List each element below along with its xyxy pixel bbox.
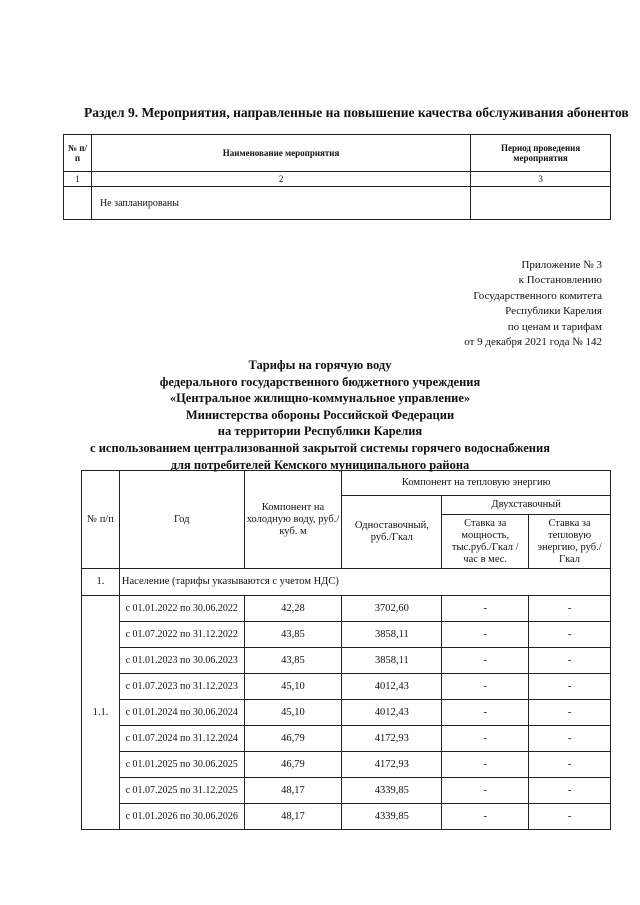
table-header-row <box>64 135 611 172</box>
header-two-rate: Двухставочный <box>442 496 611 515</box>
single-cell: 4012,43 <box>342 700 442 726</box>
header-thermal: Компонент на тепловую энергию <box>342 471 611 496</box>
power-cell: - <box>442 752 529 778</box>
table-row <box>82 778 611 804</box>
tariff-title <box>0 357 640 473</box>
header-event-name: Наименование мероприятия <box>91 135 470 172</box>
energy-cell: - <box>529 752 611 778</box>
appendix-line: к Постановлению <box>518 274 602 287</box>
period-cell: с 01.01.2025 по 30.06.2025 <box>119 752 244 778</box>
cold-cell: 43,85 <box>244 622 342 648</box>
appendix-line: Республики Карелия <box>505 305 602 318</box>
period-cell: с 01.01.2026 по 30.06.2026 <box>119 804 244 830</box>
appendix-line: Государственного комитета <box>473 289 602 302</box>
title-line: федерального государственного бюджетного учреждения <box>159 374 481 389</box>
cold-cell: 46,79 <box>244 726 342 752</box>
single-cell: 4339,85 <box>342 804 442 830</box>
energy-cell: - <box>529 700 611 726</box>
group-num: 1. <box>82 569 120 596</box>
cold-cell: 48,17 <box>244 804 342 830</box>
table-row <box>82 648 611 674</box>
power-cell: - <box>442 596 529 622</box>
table-row <box>82 674 611 700</box>
not-planned-text: Не запланированы <box>91 187 470 220</box>
header-single-rate: Одноставочный, руб./Гкал <box>342 496 442 569</box>
energy-cell: - <box>529 726 611 752</box>
period-cell: с 01.07.2025 по 31.12.2025 <box>119 778 244 804</box>
appendix-line: по ценам и тарифам <box>507 320 602 333</box>
cold-cell: 43,85 <box>244 648 342 674</box>
appendix-note <box>464 258 602 350</box>
table-cell <box>471 187 611 220</box>
single-cell: 4339,85 <box>342 778 442 804</box>
table-row <box>82 700 611 726</box>
period-cell: с 01.07.2023 по 31.12.2023 <box>119 674 244 700</box>
cold-cell: 46,79 <box>244 752 342 778</box>
energy-cell: - <box>529 804 611 830</box>
cold-cell: 42,28 <box>244 596 342 622</box>
single-cell: 4172,93 <box>342 726 442 752</box>
energy-cell: - <box>529 648 611 674</box>
power-cell: - <box>442 674 529 700</box>
table-row <box>82 752 611 778</box>
column-number: 2 <box>91 172 470 187</box>
appendix-line: Приложение № 3 <box>521 259 602 271</box>
header-period: Период проведения мероприятия <box>471 135 611 172</box>
power-cell: - <box>442 700 529 726</box>
table-cell <box>64 187 92 220</box>
single-cell: 4012,43 <box>342 674 442 700</box>
title-line: для потребителей Кемского муниципального района <box>170 457 470 472</box>
header-year: Год <box>119 471 244 569</box>
table-row <box>82 569 611 596</box>
table-row <box>82 596 611 622</box>
period-cell: с 01.01.2024 по 30.06.2024 <box>119 700 244 726</box>
power-cell: - <box>442 778 529 804</box>
table-row <box>82 804 611 830</box>
appendix-line: от 9 декабря 2021 года № 142 <box>464 336 602 349</box>
single-cell: 3702,60 <box>342 596 442 622</box>
title-line: «Центральное жилищно-коммунальное управление» <box>169 391 471 406</box>
section-9-title: Раздел 9. Мероприятия, направленные на повышение качества обслуживания абонентов <box>84 105 629 120</box>
sub-num: 1.1. <box>82 596 120 830</box>
group-label: Население (тарифы указываются с учетом НДС) <box>119 569 610 596</box>
energy-cell: - <box>529 622 611 648</box>
tariff-table <box>81 470 611 830</box>
header-cold-water: Компонент на холодную воду, руб./куб. м <box>244 471 342 569</box>
period-cell: с 01.01.2022 по 30.06.2022 <box>119 596 244 622</box>
column-number: 3 <box>471 172 611 187</box>
power-cell: - <box>442 648 529 674</box>
column-number: 1 <box>64 172 92 187</box>
period-cell: с 01.07.2024 по 31.12.2024 <box>119 726 244 752</box>
period-cell: с 01.07.2022 по 31.12.2022 <box>119 622 244 648</box>
table-row <box>82 622 611 648</box>
power-cell: - <box>442 726 529 752</box>
events-table <box>63 134 611 220</box>
energy-cell: - <box>529 674 611 700</box>
power-cell: - <box>442 804 529 830</box>
header-num: № п/п <box>82 471 120 569</box>
title-line: Тарифы на горячую воду <box>248 358 392 372</box>
title-line: с использованием централизованной закрытой системы горячего водоснабжения <box>90 440 550 455</box>
single-cell: 3858,11 <box>342 622 442 648</box>
single-cell: 3858,11 <box>342 648 442 674</box>
table-row <box>64 187 611 220</box>
energy-cell: - <box>529 596 611 622</box>
cold-cell: 45,10 <box>244 700 342 726</box>
cold-cell: 45,10 <box>244 674 342 700</box>
energy-cell: - <box>529 778 611 804</box>
title-line: на территории Республики Карелия <box>217 424 423 439</box>
table-row <box>82 726 611 752</box>
header-num: № п/п <box>64 135 92 172</box>
header-power-rate: Ставка за мощность, тыс.руб./Гкал / час в мес. <box>442 515 529 569</box>
single-cell: 4172,93 <box>342 752 442 778</box>
period-cell: с 01.01.2023 по 30.06.2023 <box>119 648 244 674</box>
table-header-row <box>82 471 611 496</box>
power-cell: - <box>442 622 529 648</box>
header-energy-rate: Ставка за тепловую энергию, руб./Гкал <box>529 515 611 569</box>
table-row <box>64 172 611 187</box>
cold-cell: 48,17 <box>244 778 342 804</box>
title-line: Министерства обороны Российской Федерации <box>185 407 455 422</box>
